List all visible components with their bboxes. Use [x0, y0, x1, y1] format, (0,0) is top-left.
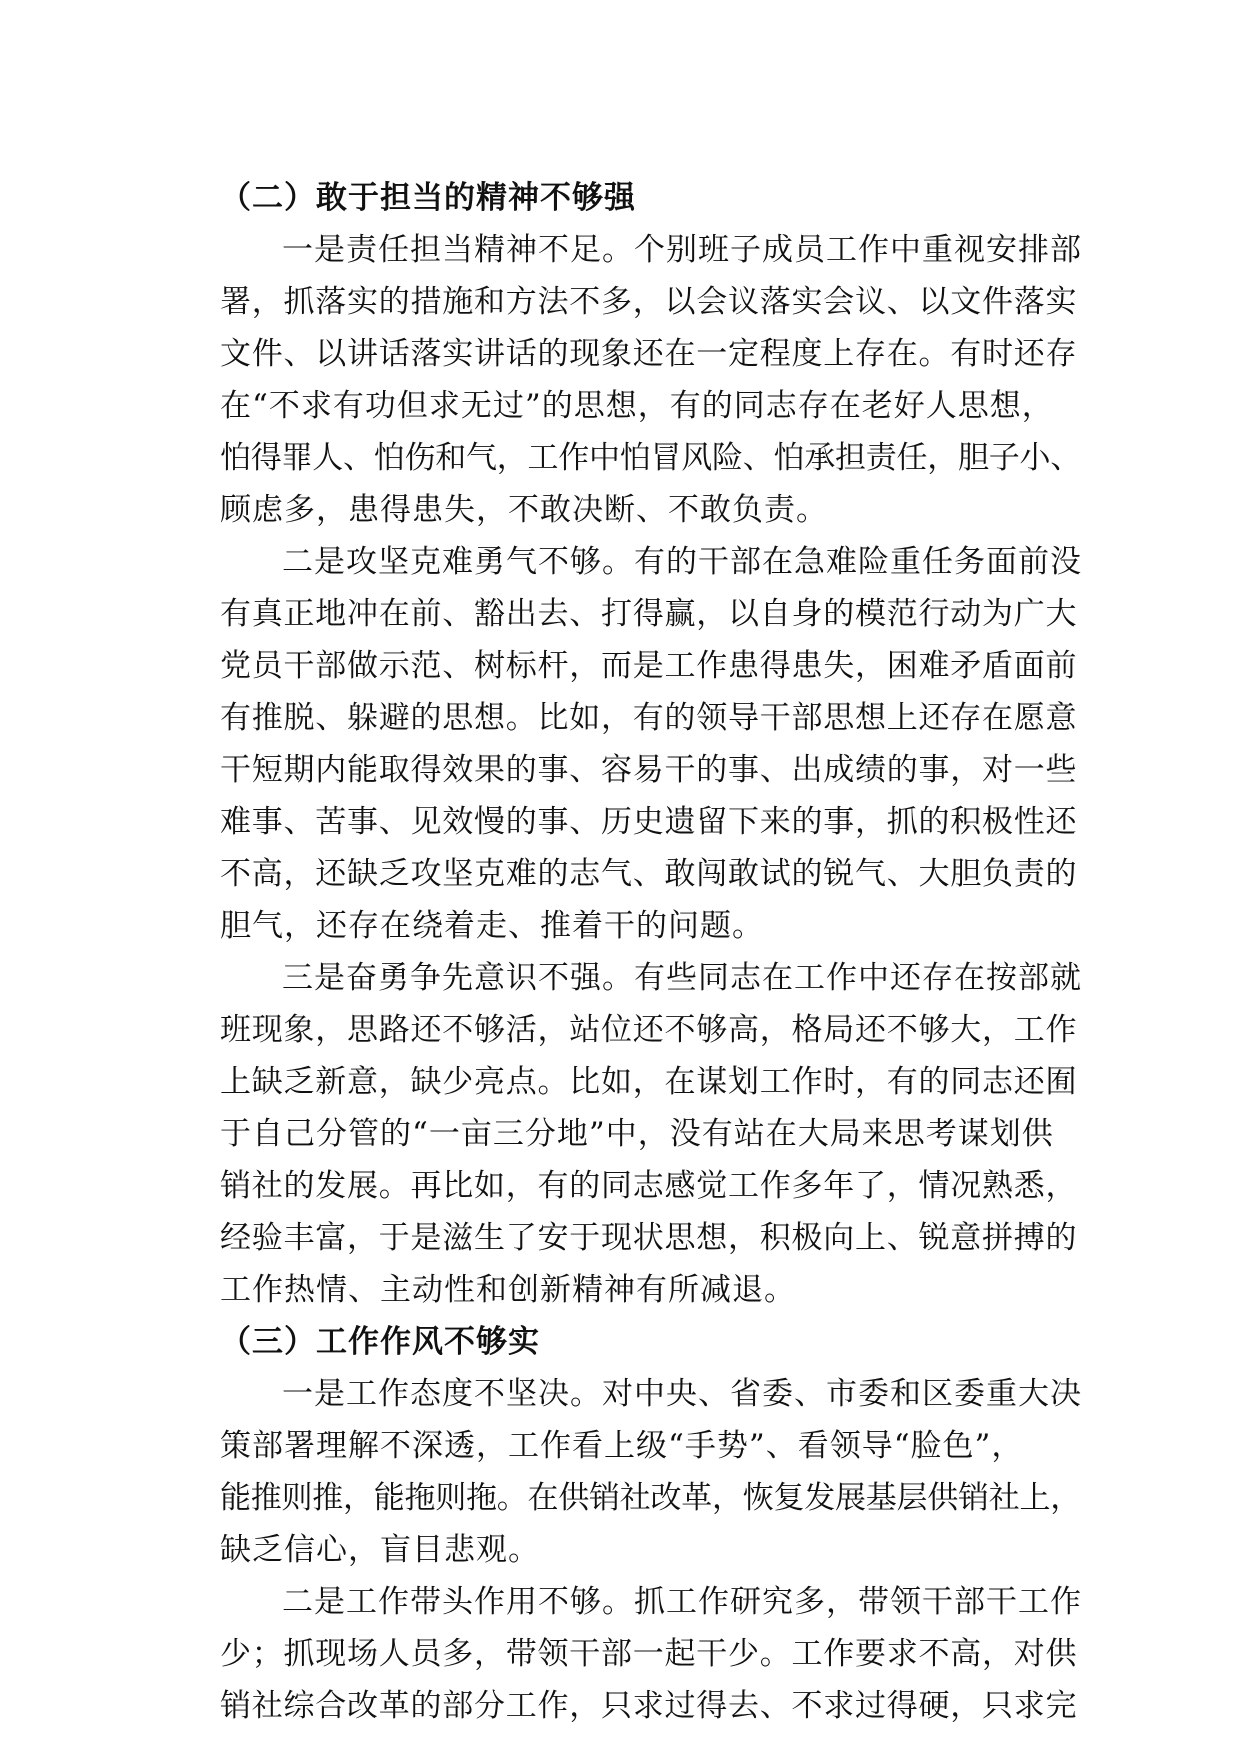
- text-line: 销社的发展。再比如，有的同志感觉工作多年了，情况熟悉，: [220, 1168, 1078, 1204]
- paragraph-leadership: [158, 1576, 1082, 1732]
- text-line: 胆气，还存在绕着走、推着干的问题。: [220, 908, 764, 944]
- text-line: 有真正地冲在前、豁出去、打得赢，以自身的模范行动为广大: [220, 596, 1078, 632]
- paragraph-attitude: [158, 1368, 1082, 1576]
- text-line: 不高，还缺乏攻坚克难的志气、敢闯敢试的锐气、大胆负责的: [220, 856, 1078, 892]
- text-line: 顾虑多，患得患失，不敢决断、不敢负责。: [220, 492, 828, 528]
- text-line: 难事、苦事、见效慢的事、历史遗留下来的事，抓的积极性还: [220, 804, 1078, 840]
- text-line: 上缺乏新意，缺少亮点。比如，在谋划工作时，有的同志还囿: [220, 1064, 1078, 1100]
- text-line: 三是奋勇争先意识不强。有些同志在工作中还存在按部就: [282, 960, 1082, 996]
- text-line: 党员干部做示范、树标杆，而是工作患得患失，困难矛盾面前: [220, 648, 1078, 684]
- text-line: 缺乏信心，盲目悲观。: [220, 1532, 540, 1568]
- text-line: 策部署理解不深透，工作看上级“手势”、看领导“脸色”，: [220, 1428, 1024, 1464]
- text-line: 干短期内能取得效果的事、容易干的事、出成绩的事，对一些: [220, 752, 1078, 788]
- text-line: 一是工作态度不坚决。对中央、省委、市委和区委重大决: [282, 1376, 1082, 1412]
- text-line: 二是工作带头作用不够。抓工作研究多，带领干部干工作: [282, 1584, 1082, 1620]
- text-line: 怕得罪人、怕伤和气，工作中怕冒风险、怕承担责任，胆子小、: [220, 440, 1081, 476]
- text-line: 能推则推，能拖则拖。在供销社改革，恢复发展基层供销社上，: [220, 1480, 1081, 1516]
- document-page: [158, 172, 1082, 1732]
- text-line: 二是攻坚克难勇气不够。有的干部在急难险重任务面前没: [282, 544, 1082, 580]
- section-heading-2: （二）敢于担当的精神不够强: [220, 180, 636, 216]
- text-line: 一是责任担当精神不足。个别班子成员工作中重视安排部: [282, 232, 1082, 268]
- text-line: 经验丰富，于是滋生了安于现状思想，积极向上、锐意拼搏的: [220, 1220, 1078, 1256]
- paragraph-responsibility: [158, 224, 1082, 536]
- text-line: 署，抓落实的措施和方法不多，以会议落实会议、以文件落实: [220, 284, 1078, 320]
- paragraph-initiative: [158, 952, 1082, 1316]
- text-line: 在“不求有功但求无过”的思想，有的同志存在老好人思想，: [220, 388, 1054, 424]
- text-line: 销社综合改革的部分工作，只求过得去、不求过得硬，只求完: [220, 1688, 1078, 1724]
- text-line: 工作热情、主动性和创新精神有所减退。: [220, 1272, 796, 1308]
- text-line: 班现象，思路还不够活，站位还不够高，格局还不够大，工作: [220, 1012, 1078, 1048]
- text-line: 少；抓现场人员多，带领干部一起干少。工作要求不高，对供: [220, 1636, 1078, 1672]
- paragraph-courage: [158, 536, 1082, 952]
- text-line: 文件、以讲话落实讲话的现象还在一定程度上存在。有时还存: [220, 336, 1078, 372]
- section-heading-3: （三）工作作风不够实: [220, 1324, 540, 1360]
- text-line: 有推脱、躲避的思想。比如，有的领导干部思想上还存在愿意: [220, 700, 1078, 736]
- text-line: 于自己分管的“一亩三分地”中，没有站在大局来思考谋划供: [220, 1116, 1054, 1152]
